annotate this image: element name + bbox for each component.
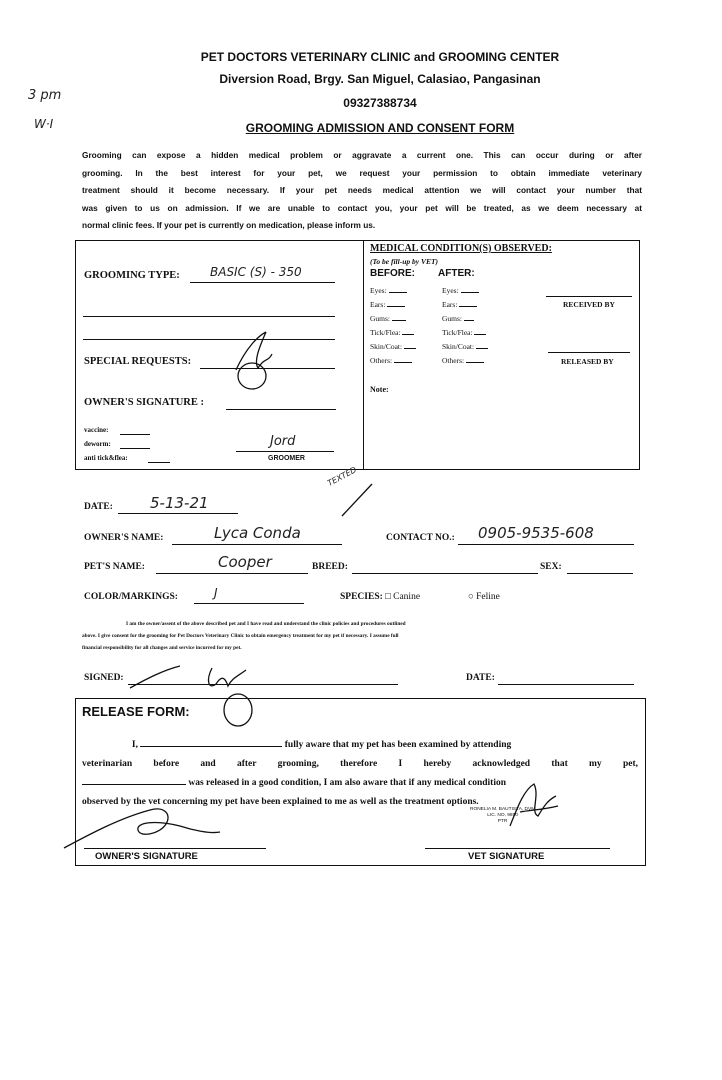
received-by-label: RECEIVED BY bbox=[563, 300, 615, 309]
signed-date-label: DATE: bbox=[466, 673, 495, 683]
pet-name-line bbox=[156, 573, 308, 574]
intro-line: grooming. In the best interest for your pet, we request your permission to obtain immediate veterinary bbox=[82, 167, 642, 178]
vaccine-line bbox=[120, 434, 150, 435]
after-item: Eyes: bbox=[442, 284, 488, 298]
consent-line: above. I give consent for the grooming for Pet Doctors Veterinary Clinic to obtain emergency treatment for my pet if necessary. I assume full bbox=[82, 633, 399, 639]
owner-signature-label: OWNER'S SIGNATURE : bbox=[84, 397, 204, 408]
date-line bbox=[118, 513, 238, 514]
before-item: Skin/Coat: bbox=[370, 340, 416, 354]
received-by-line bbox=[546, 296, 632, 297]
intro-line: Grooming can expose a hidden medical problem or aggravate a current one. This can occur during or after bbox=[82, 150, 642, 160]
deworm-label: deworm: bbox=[84, 440, 111, 448]
owner-signature-line bbox=[226, 409, 336, 410]
after-item: Others: bbox=[442, 354, 488, 368]
before-item: Eyes: bbox=[370, 284, 416, 298]
grooming-type-label: GROOMING TYPE: bbox=[84, 270, 180, 281]
after-item: Gums: bbox=[442, 312, 488, 326]
vet-signature-label: VET SIGNATURE bbox=[468, 851, 545, 862]
texted-stroke bbox=[338, 480, 378, 520]
color-markings-label: COLOR/MARKINGS: bbox=[84, 592, 178, 602]
after-label: AFTER: bbox=[438, 268, 475, 279]
grooming-type-line bbox=[190, 282, 335, 283]
breed-line bbox=[352, 573, 538, 574]
vet-stamp-line: LIC. NO. 9890 bbox=[487, 813, 518, 818]
vet-signature-line bbox=[425, 848, 610, 849]
before-item: Ears: bbox=[370, 298, 416, 312]
groomer-label: GROOMER bbox=[268, 455, 305, 462]
date-label: DATE: bbox=[84, 502, 113, 512]
color-markings-value[interactable]: J bbox=[214, 586, 218, 600]
breed-label: BREED: bbox=[312, 562, 348, 572]
contact-value[interactable]: 0905-9535-608 bbox=[478, 524, 594, 542]
note-label: Note: bbox=[370, 385, 389, 394]
species-feline-option[interactable]: ○ Feline bbox=[468, 592, 500, 602]
clinic-phone: 09327388734 bbox=[343, 96, 417, 110]
owner-signature-release-label: OWNER'S SIGNATURE bbox=[95, 851, 198, 862]
blank-line bbox=[83, 316, 335, 317]
intro-paragraph bbox=[82, 147, 642, 235]
species-canine-option[interactable]: □ Canine bbox=[385, 592, 421, 602]
pet-name-value[interactable]: Cooper bbox=[218, 553, 272, 571]
vet-stamp-line: PTR bbox=[497, 819, 508, 824]
special-requests-label: SPECIAL REQUESTS: bbox=[84, 356, 192, 367]
release-form-title: RELEASE FORM: bbox=[82, 704, 190, 719]
owner-signature-release-line bbox=[84, 848, 266, 849]
antitick-label: anti tick&flea: bbox=[84, 454, 128, 462]
vet-signature bbox=[500, 776, 570, 836]
sex-label: SEX: bbox=[540, 562, 562, 572]
before-label: BEFORE: bbox=[370, 268, 415, 279]
consent-line: financial responsibility for all changes and service incurred for my pet. bbox=[82, 645, 242, 651]
release-line: was released in a good condition, I am also aware that if any medical condition bbox=[82, 774, 638, 793]
sex-line bbox=[567, 573, 633, 574]
contact-label: CONTACT NO.: bbox=[386, 533, 455, 543]
margin-time-note: 3 pm bbox=[28, 88, 62, 103]
released-by-line bbox=[548, 352, 630, 353]
release-owner-signature bbox=[60, 804, 230, 854]
owner-name-value[interactable]: Lyca Conda bbox=[214, 524, 301, 542]
release-line: observed by the vet concerning my pet have been explained to me as well as the treatment options. bbox=[82, 797, 479, 807]
checkbox-icon: □ bbox=[385, 592, 391, 602]
box-divider bbox=[363, 240, 364, 470]
released-by-label: RELEASED BY bbox=[561, 357, 614, 366]
intro-line: normal clinic fees. If your pet is currently on medication, please inform us. bbox=[82, 220, 376, 230]
before-item: Tick/Flea: bbox=[370, 326, 416, 340]
vaccine-label: vaccine: bbox=[84, 426, 109, 434]
medical-condition-title: MEDICAL CONDITION(S) OBSERVED: bbox=[370, 243, 552, 254]
special-requests-signature bbox=[228, 328, 278, 392]
clinic-name: PET DOCTORS VETERINARY CLINIC and GROOMING CENTER bbox=[200, 50, 560, 64]
signed-label: SIGNED: bbox=[84, 673, 124, 683]
blank-line bbox=[83, 339, 335, 340]
consent-paragraph bbox=[82, 618, 640, 654]
intro-line: was given to us on admission. If we are unable to contact you, your pet will be treated, as we deem necessary at bbox=[82, 202, 642, 213]
margin-initials-note: W·I bbox=[34, 117, 54, 131]
signed-date-line bbox=[498, 684, 634, 685]
antitick-line bbox=[148, 462, 170, 463]
texted-annotation: TEXTED bbox=[326, 465, 359, 488]
release-line: I, fully aware that my pet has been examined by attending bbox=[131, 740, 512, 750]
pet-name-label: PET'S NAME: bbox=[84, 562, 145, 572]
owner-name-label: OWNER'S NAME: bbox=[84, 533, 164, 543]
contact-line bbox=[458, 544, 634, 545]
groomer-signature: Jord bbox=[270, 434, 296, 449]
consent-line: I am the owner/assent of the above described pet and I have read and understand the clinic policies and procedures outlined bbox=[126, 621, 406, 627]
intro-line: treatment should it become necessary. If your pet needs medical attention we will contact your number that bbox=[82, 185, 642, 195]
checkbox-icon: ○ bbox=[468, 592, 474, 602]
after-item: Skin/Coat: bbox=[442, 340, 488, 354]
before-list bbox=[370, 284, 416, 368]
medical-condition-subtitle: (To be fill-up by VET) bbox=[370, 257, 439, 266]
before-item: Others: bbox=[370, 354, 416, 368]
clinic-address: Diversion Road, Brgy. San Miguel, Calasiao, Pangasinan bbox=[219, 72, 541, 86]
after-item: Tick/Flea: bbox=[442, 326, 488, 340]
vet-stamp-line: RONELIA M. BAUTISTA, DVM bbox=[470, 807, 536, 812]
species-label: SPECIES: bbox=[340, 592, 383, 602]
after-list bbox=[442, 284, 488, 368]
owner-name-line bbox=[172, 544, 342, 545]
after-item: Ears: bbox=[442, 298, 488, 312]
deworm-line bbox=[120, 448, 150, 449]
date-value[interactable]: 5-13-21 bbox=[150, 494, 209, 512]
before-item: Gums: bbox=[370, 312, 416, 326]
form-title: GROOMING ADMISSION AND CONSENT FORM bbox=[245, 121, 515, 135]
color-markings-line bbox=[194, 603, 304, 604]
grooming-type-value[interactable]: BASIC (S) - 350 bbox=[210, 265, 302, 279]
groomer-line bbox=[236, 451, 334, 452]
release-line: veterinarian before and after grooming, therefore I hereby acknowledged that my pet, bbox=[82, 759, 638, 769]
